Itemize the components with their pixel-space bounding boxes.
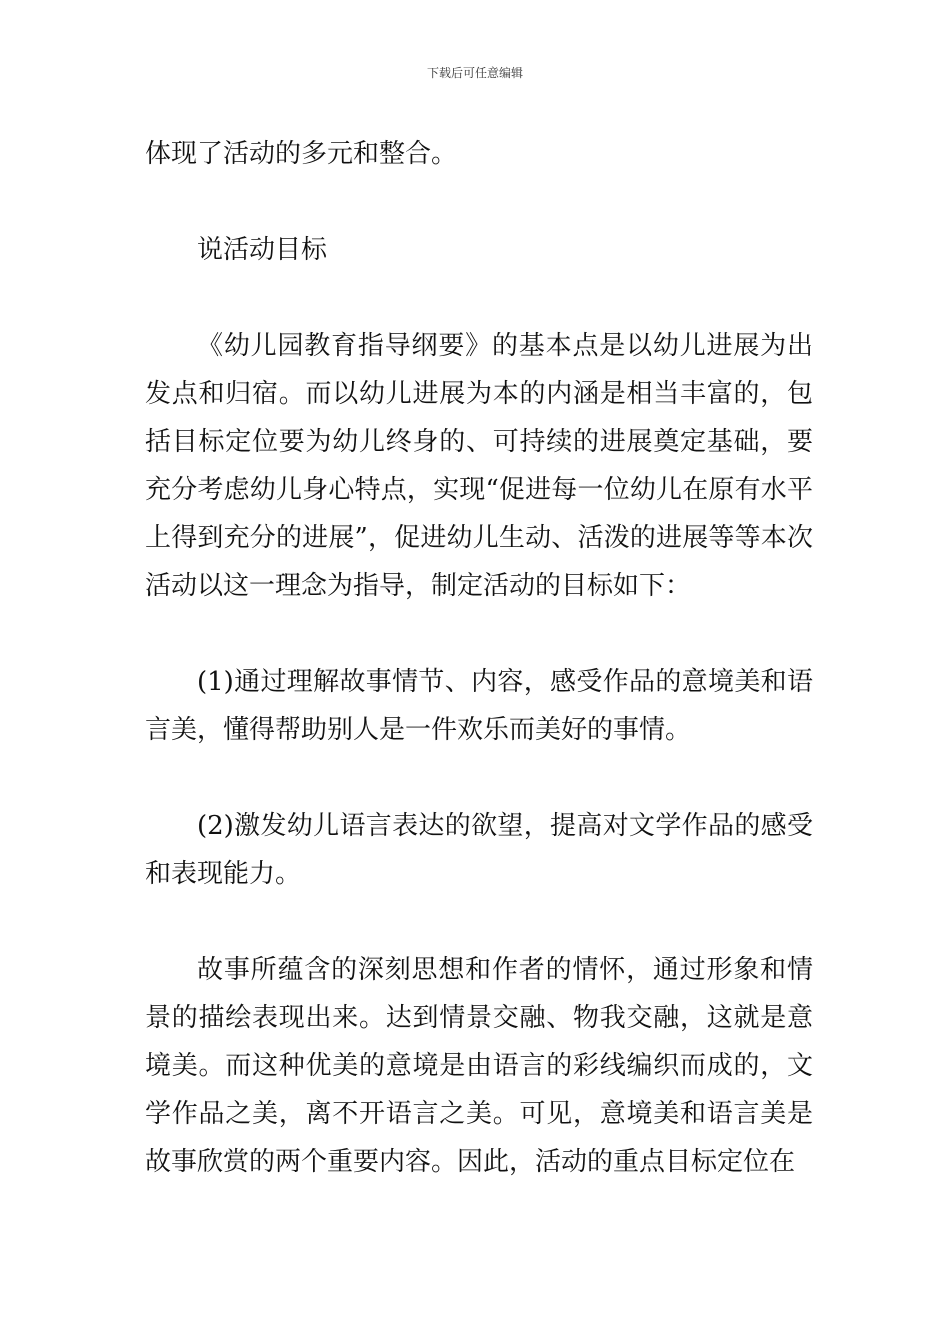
page-header-note: 下载后可任意编辑 xyxy=(426,66,523,80)
paragraph-continuation: 体现了活动的多元和整合。 xyxy=(145,139,458,169)
document-body xyxy=(145,130,813,1186)
section-heading: 说活动目标 xyxy=(197,235,328,265)
goal-item-2: (2)激发幼儿语言表达的欲望，提高对文学作品的感受和表现能力。 xyxy=(145,811,813,889)
paragraph-guideline: 《幼儿园教育指导纲要》的基本点是以幼儿进展为出发点和归宿。而以幼儿进展为本的内涵是相当丰富的，包括目标定位要为幼儿终身的、可持续的进展奠定基础，要充分考虑幼儿身心特点，实现“促进每一位幼儿在原有水平上得到充分的进展”，促进幼儿生动、活泼的进展等等本次活动以这一理念为指导，制定活动的目标如下： xyxy=(145,331,813,601)
goal-item-1: (1)通过理解故事情节、内容，感受作品的意境美和语言美，懂得帮助别人是一件欢乐而美好的事情。 xyxy=(145,667,813,745)
paragraph-analysis: 故事所蕴含的深刻思想和作者的情怀，通过形象和情景的描绘表现出来。达到情景交融、物我交融，这就是意境美。而这种优美的意境是由语言的彩线编织而成的，文学作品之美，离不开语言之美。可见，意境美和语言美是故事欣赏的两个重要内容。因此，活动的重点目标定位在 xyxy=(145,955,813,1177)
